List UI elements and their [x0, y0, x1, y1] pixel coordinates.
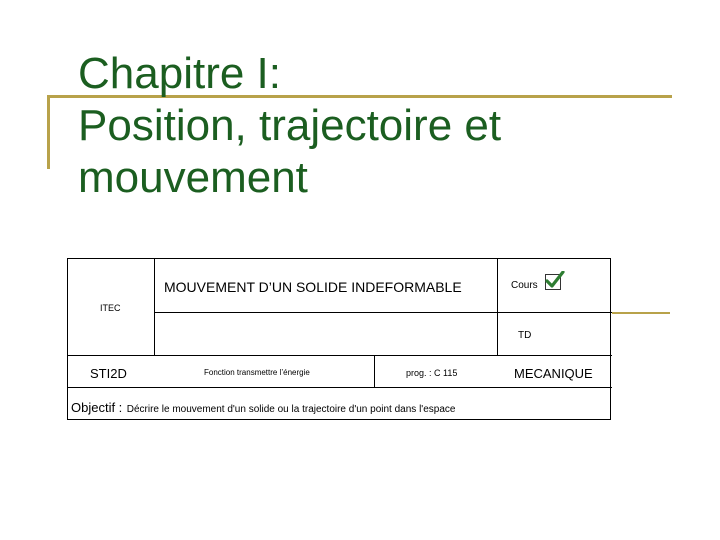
table-hline-row3: [68, 387, 612, 388]
title-line-2: Position, trajectoire et: [78, 101, 502, 150]
title-line-1: Chapitre I:: [78, 49, 281, 98]
table-vline-function: [374, 355, 375, 388]
table-vline-right: [497, 259, 498, 356]
table-vline-left: [154, 259, 155, 356]
accent-line-right: [612, 312, 670, 314]
title-line-3: mouvement: [78, 153, 308, 202]
header-table: [67, 258, 611, 420]
objective-label: Objectif :: [71, 400, 123, 415]
objective-text: Décrire le mouvement d'un solide ou la trajectoire d'un point dans l'espace: [126, 404, 456, 415]
table-hline-row2: [68, 355, 612, 356]
document-title: MOUVEMENT D’UN SOLIDE INDEFORMABLE: [164, 279, 462, 295]
function-label: Fonction transmettre l’énergie: [204, 368, 310, 377]
cours-checkbox[interactable]: [545, 274, 561, 290]
td-label: TD: [518, 330, 532, 341]
level-label: STI2D: [90, 366, 127, 381]
cours-label: Cours: [511, 280, 538, 291]
program-label: prog. : C 115: [406, 368, 458, 378]
slide-title: [78, 48, 698, 204]
table-hline-mid: [154, 312, 612, 313]
objective-line: [71, 399, 455, 417]
subject-label: MECANIQUE: [514, 366, 593, 381]
accent-line-vertical: [47, 95, 50, 169]
check-icon: [545, 271, 565, 289]
section-label: ITEC: [100, 303, 121, 313]
